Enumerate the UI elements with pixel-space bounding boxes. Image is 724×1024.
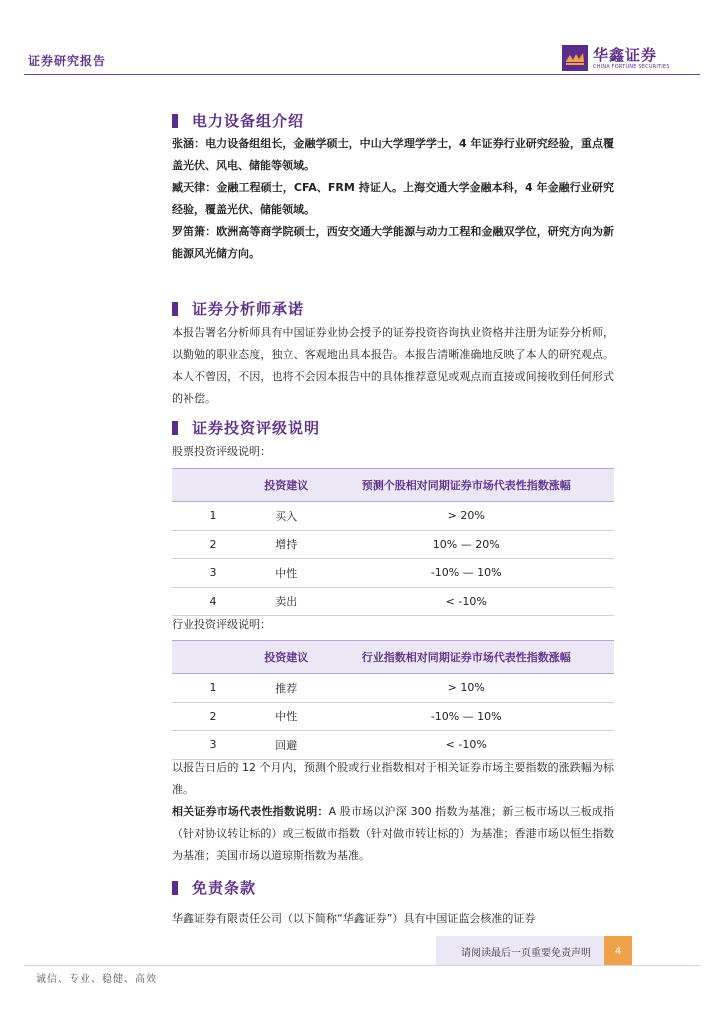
footer-divider [24, 965, 700, 966]
team-section-heading [172, 110, 304, 131]
table-row [172, 731, 614, 760]
table-header-cell: 投资建议 [254, 469, 318, 502]
benchmark-label: 相关证券市场代表性指数说明： [172, 805, 329, 818]
team-member-2 [172, 177, 614, 221]
team-section-title: 电力设备组介绍 [192, 112, 305, 130]
logo-icon [562, 45, 588, 71]
table-cell: < -10% [318, 587, 614, 616]
company-logo [562, 45, 670, 71]
table-cell: 中性 [254, 559, 318, 588]
member-bio: 欧洲高等商学院硕士，西安交通大学能源与动力工程和金融双学位，研究方向为新能源风光储方向。 [172, 225, 615, 260]
table-header-row [172, 469, 614, 502]
member-name: 罗笛箫： [172, 225, 217, 238]
table-header-row [172, 641, 614, 674]
benchmark-description [172, 801, 614, 867]
table-cell: 中性 [254, 702, 318, 731]
member-bio: 金融工程硕士，CFA、FRM 持证人。上海交通大学金融本科，4 年金融行业研究经验，覆盖光伏、储能领域。 [172, 181, 614, 216]
rating-note: 以报告日后的 12 个月内，预测个股或行业指数相对于相关证券市场主要指数的涨跌幅为标准。 [172, 761, 614, 796]
table-cell: 1 [172, 674, 254, 703]
disclaimer-section-heading [172, 877, 256, 898]
page-number: 4 [604, 936, 632, 966]
table-header-cell: 投资建议 [254, 641, 318, 674]
rating-section-heading [172, 417, 320, 438]
logo-chinese-name: 华鑫证券 [593, 45, 658, 64]
table-cell: 2 [172, 702, 254, 731]
benchmark-text: A 股市场以沪深 300 指数为基准；新三板市场以三板成指（针对协议转让标的）或三板做市指数（针对做市转让标的）为基准；香港市场以恒生指数为基准；美国市场以道琼斯指数为基准。 [172, 805, 614, 862]
table-cell: > 10% [318, 674, 614, 703]
industry-rating-label: 行业投资评级说明： [172, 618, 271, 631]
commitment-section-heading [172, 298, 304, 319]
member-name: 张涵： [172, 137, 206, 150]
table-row [172, 559, 614, 588]
section-marker [172, 302, 178, 316]
table-cell: 10% — 20% [318, 530, 614, 559]
disclaimer-section-title: 免责条款 [192, 879, 257, 897]
section-marker [172, 114, 178, 128]
table-cell: 1 [172, 502, 254, 531]
rating-section-title: 证券投资评级说明 [192, 419, 321, 437]
table-row [172, 587, 614, 616]
disclaimer-text: 华鑫证券有限责任公司（以下简称“华鑫证券”）具有中国证监会核准的证券 [172, 912, 536, 925]
table-cell: -10% — 10% [318, 702, 614, 731]
table-cell: -10% — 10% [318, 559, 614, 588]
section-marker [172, 421, 178, 435]
table-cell: 2 [172, 530, 254, 559]
table-cell: 回避 [254, 731, 318, 760]
stock-rating-table [172, 468, 614, 616]
report-header-title: 证券研究报告 [28, 54, 107, 68]
disclaimer-notice: 请阅读最后一页重要免责声明 [436, 936, 616, 966]
table-cell: 买入 [254, 502, 318, 531]
team-member-1 [172, 133, 614, 177]
commitment-section-title: 证券分析师承诺 [192, 300, 305, 318]
table-cell: 卖出 [254, 587, 318, 616]
table-row [172, 674, 614, 703]
footer-slogan: 诚信、专业、稳健、高效 [36, 974, 157, 985]
stock-rating-label: 股票投资评级说明： [172, 445, 271, 458]
table-cell: 增持 [254, 530, 318, 559]
team-member-3 [172, 221, 614, 265]
table-cell: 3 [172, 731, 254, 760]
table-row [172, 702, 614, 731]
table-header-cell [172, 641, 254, 674]
table-cell: 4 [172, 587, 254, 616]
section-marker [172, 881, 178, 895]
table-header-cell: 预测个股相对同期证券市场代表性指数涨幅 [318, 469, 614, 502]
table-row [172, 530, 614, 559]
header-divider [24, 74, 700, 75]
member-name: 臧天律： [172, 181, 217, 194]
table-header-cell: 行业指数相对同期证券市场代表性指数涨幅 [318, 641, 614, 674]
industry-rating-table [172, 640, 614, 760]
table-cell: < -10% [318, 731, 614, 760]
table-cell: > 20% [318, 502, 614, 531]
member-bio: 电力设备组组长，金融学硕士，中山大学理学学士，4 年证券行业研究经验，重点覆盖光伏、风电、储能等领域。 [172, 137, 615, 172]
table-header-cell [172, 469, 254, 502]
table-row [172, 502, 614, 531]
logo-english-name: CHINA FORTUNE SECURITIES [593, 63, 670, 70]
table-cell: 推荐 [254, 674, 318, 703]
commitment-text: 本报告署名分析师具有中国证券业协会授予的证券投资咨询执业资格并注册为证券分析师，以勤勉的职业态度，独立、客观地出具本报告。本报告清晰准确地反映了本人的研究观点。本人不曾因，不因，也将不会因本报告中的具体推荐意见或观点而直接或间接收到任何形式的补偿。 [172, 326, 614, 405]
table-cell: 3 [172, 559, 254, 588]
